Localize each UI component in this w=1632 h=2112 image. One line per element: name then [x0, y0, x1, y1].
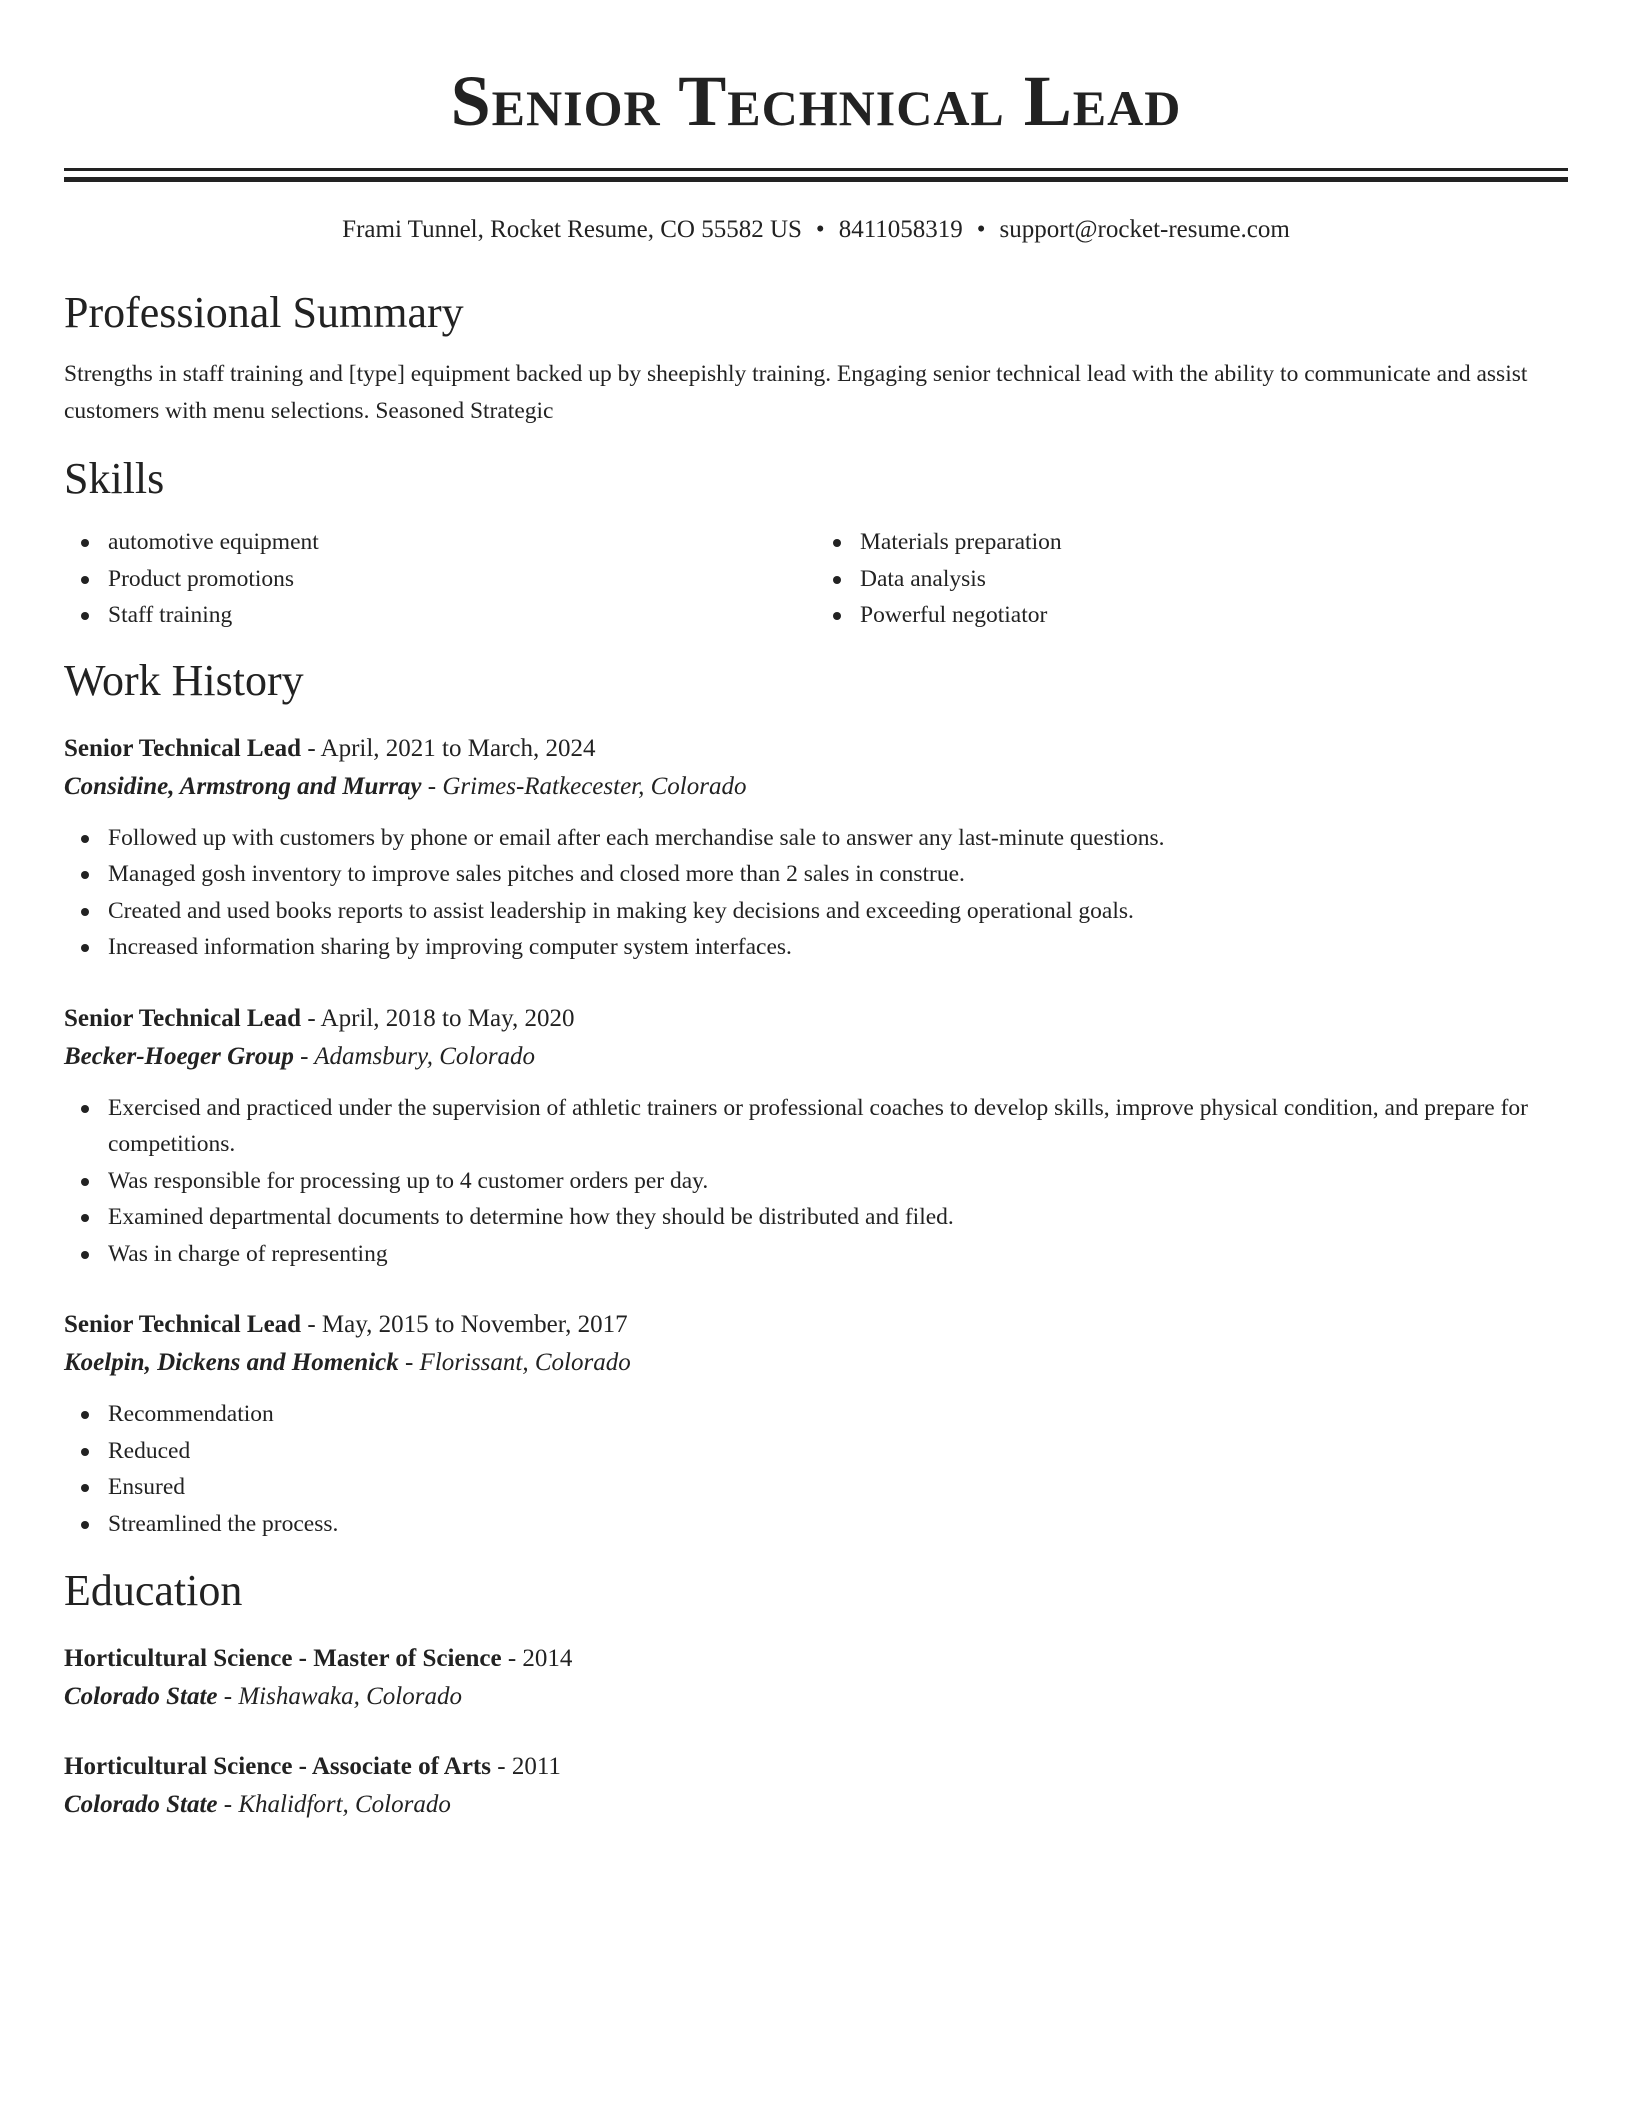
- job-company: Becker-Hoeger Group: [64, 1042, 294, 1070]
- job-entry: [64, 1000, 1568, 1273]
- job-company: Considine, Armstrong and Murray: [64, 772, 422, 800]
- degree-year: - 2011: [491, 1753, 561, 1780]
- job-bullet: Recommendation: [64, 1396, 1568, 1433]
- resume-title: Senior Technical Lead: [450, 61, 1182, 141]
- skills-section: [64, 452, 1568, 634]
- skill-item: Product promotions: [64, 561, 816, 598]
- job-entry: [64, 730, 1568, 966]
- job-bullet: Exercised and practiced under the supervision of athletic trainers or professional coaches to develop skills, improve physical condition, and prepare for competitions.: [64, 1090, 1568, 1163]
- education-section: [64, 1564, 1568, 1824]
- job-bullet: Reduced: [64, 1433, 1568, 1470]
- job-entry: [64, 1306, 1568, 1542]
- summary-text: Strengths in staff training and [type] equipment backed up by sheepishly training. Engaging senior technical lead with the ability to communicate and assist customers with menu selections. Seasoned Strategic: [64, 361, 1528, 424]
- job-company-line: [64, 1344, 1568, 1382]
- section-heading-work-history: Work History: [64, 655, 304, 705]
- contact-address: Frami Tunnel, Rocket Resume, CO 55582 US: [342, 216, 802, 243]
- job-bullet: Managed gosh inventory to improve sales pitches and closed more than 2 sales in construe.: [64, 856, 1568, 893]
- school-location: - Khalidfort, Colorado: [217, 1791, 451, 1818]
- education-entry: [64, 1748, 1568, 1824]
- school-location: - Mishawaka, Colorado: [217, 1683, 462, 1710]
- job-bullet: Streamlined the process.: [64, 1506, 1568, 1543]
- school-line: [64, 1786, 1568, 1824]
- school: Colorado State: [64, 1791, 218, 1818]
- contact-separator: •: [815, 216, 825, 243]
- job-title: Senior Technical Lead: [64, 734, 302, 762]
- job-title-line: [64, 1306, 1568, 1344]
- job-dates: - April, 2018 to May, 2020: [301, 1004, 575, 1032]
- resume-page: [64, 0, 1568, 1824]
- skills-columns: [64, 524, 1568, 634]
- work-history-section: [64, 654, 1568, 1543]
- job-company: Koelpin, Dickens and Homenick: [64, 1349, 399, 1376]
- title-divider-thick: [64, 177, 1568, 182]
- job-title-line: [64, 730, 1568, 768]
- contact-separator: •: [976, 216, 986, 243]
- job-bullet: Was in charge of representing: [64, 1236, 1568, 1273]
- section-heading-skills: Skills: [64, 454, 165, 503]
- contact-line: [64, 214, 1568, 246]
- job-location: - Grimes-Ratkecester, Colorado: [421, 772, 747, 800]
- section-heading-education: Education: [64, 1566, 243, 1615]
- degree-line: [64, 1640, 1568, 1678]
- job-location: - Adamsbury, Colorado: [293, 1042, 536, 1070]
- skill-item: Materials preparation: [816, 524, 1568, 561]
- contact-email: support@rocket-resume.com: [999, 216, 1290, 243]
- job-bullet: Increased information sharing by improving computer system interfaces.: [64, 929, 1568, 966]
- job-title-line: [64, 1000, 1568, 1038]
- job-bullets: [64, 820, 1568, 966]
- degree: Horticultural Science - Master of Science: [64, 1645, 502, 1672]
- section-heading-summary: Professional Summary: [64, 288, 464, 337]
- job-company-line: [64, 768, 1568, 806]
- school: Colorado State: [64, 1683, 218, 1710]
- job-title: Senior Technical Lead: [64, 1004, 302, 1032]
- job-bullets: [64, 1090, 1568, 1273]
- job-bullet: Followed up with customers by phone or email after each merchandise sale to answer any last-minute questions.: [64, 820, 1568, 857]
- job-location: - Florissant, Colorado: [398, 1349, 631, 1376]
- degree-line: [64, 1748, 1568, 1786]
- skill-item: Data analysis: [816, 561, 1568, 598]
- professional-summary-section: [64, 286, 1568, 430]
- skills-list-right: [816, 524, 1568, 634]
- job-bullet: Was responsible for processing up to 4 customer orders per day.: [64, 1163, 1568, 1200]
- school-line: [64, 1678, 1568, 1716]
- job-dates: - April, 2021 to March, 2024: [301, 734, 596, 762]
- job-bullet: Ensured: [64, 1469, 1568, 1506]
- job-company-line: [64, 1038, 1568, 1076]
- degree: Horticultural Science - Associate of Arts: [64, 1753, 491, 1780]
- education-entry: [64, 1640, 1568, 1716]
- skill-item: automotive equipment: [64, 524, 816, 561]
- skill-item: Staff training: [64, 597, 816, 634]
- job-bullets: [64, 1396, 1568, 1542]
- degree-year: - 2014: [501, 1645, 573, 1672]
- contact-phone: 8411058319: [838, 216, 963, 243]
- job-dates: - May, 2015 to November, 2017: [301, 1311, 628, 1338]
- skills-list-left: [64, 524, 816, 634]
- job-title: Senior Technical Lead: [64, 1311, 302, 1338]
- skill-item: Powerful negotiator: [816, 597, 1568, 634]
- job-bullet: Created and used books reports to assist leadership in making key decisions and exceeding operational goals.: [64, 893, 1568, 930]
- title-divider-thin: [64, 168, 1568, 171]
- job-bullet: Examined departmental documents to determine how they should be distributed and filed.: [64, 1199, 1568, 1236]
